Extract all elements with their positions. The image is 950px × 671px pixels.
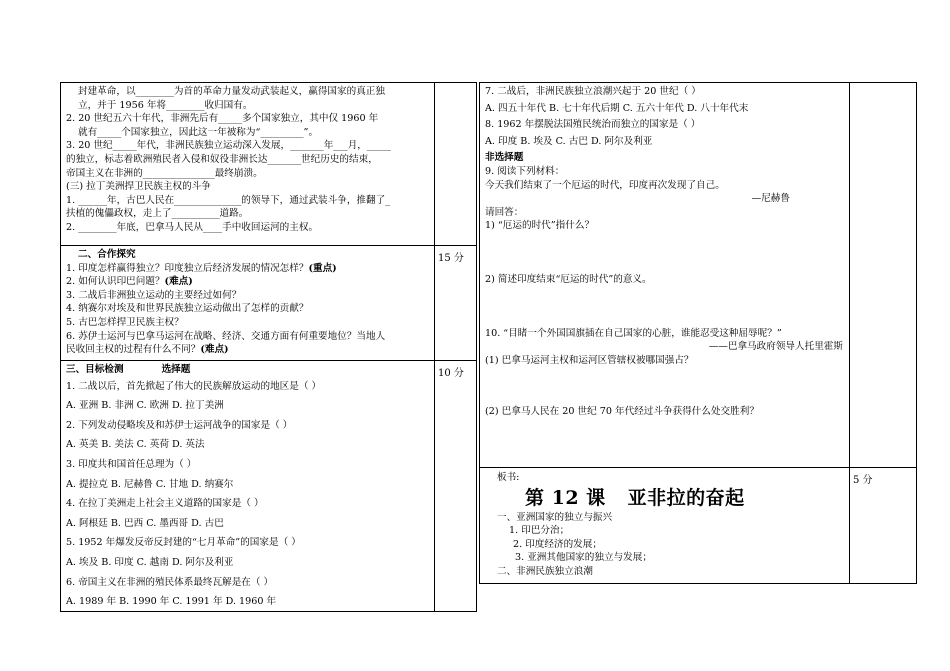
board-score: 5 分: [853, 475, 873, 486]
target-score-cell: [435, 361, 477, 612]
score-cell-empty: [435, 83, 477, 246]
coop-item: 6. 苏伊士运河与巴拿马运河在战略、经济、交通方面有何重要地位？当地人: [66, 330, 386, 342]
right-table: [479, 82, 917, 584]
option-line: A. 提拉克 B. 尼赫鲁 C. 甘地 D. 纳赛尔: [66, 478, 234, 490]
target-cell: [61, 361, 435, 612]
coop-item: 5. 古巴怎样捍卫民族主权？: [66, 316, 184, 328]
option-line: A. 四五十年代 B. 七十年代后期 C. 五六十年代 D. 八十年代末: [485, 102, 749, 114]
quote-author: ——巴拿马政府领导人托里霍斯: [708, 341, 843, 353]
question-line: 8. 1962 年摆脱法国殖民统治而独立的国家是（ ）: [485, 119, 701, 131]
coop-item: 4. 纳赛尔对埃及和世界民族独立运动做出了怎样的贡献？: [66, 303, 309, 315]
question-line: 1. 二战以后，首先掀起了伟大的民族解放运动的地区是（ ）: [66, 380, 322, 392]
option-line: A. 埃及 B. 印度 C. 越南 D. 阿尔及利亚: [66, 556, 234, 568]
text-line: 就有_____个国家独立，因此这一年被称为“_________”。: [78, 126, 319, 138]
left-table: [60, 82, 477, 612]
answer-space: [485, 287, 845, 327]
coop-item: 民收回主权的过程有什么不同？(难点): [66, 344, 229, 356]
option-line: A. 印度 B. 埃及 C. 古巴 D. 阿尔及利亚: [485, 135, 653, 147]
ask-line: 请回答：: [485, 206, 524, 218]
target-subtitle: 选择题: [161, 364, 191, 375]
section1-cell: [61, 83, 435, 246]
option-line: A. 英美 B. 美法 C. 英荷 D. 英法: [66, 439, 205, 451]
coop-item: 2. 如何认识印巴问题？(难点): [66, 276, 193, 288]
question-line: 5. 1952 年爆发反帝反封建的“七月革命”的国家是（ ）: [66, 537, 301, 549]
question-line: 9. 阅读下列材料：: [485, 165, 565, 177]
text-line: 立，并于 1956 年将________收归国有。: [78, 99, 253, 111]
question-line: 6. 帝国主义在非洲的殖民体系最终瓦解是在（ ）: [66, 576, 274, 588]
coop-score: 15 分: [438, 253, 464, 264]
section-heading: (三) 拉丁美洲捍卫民族主权的斗争: [66, 181, 211, 193]
sub-question: (1) 巴拿马运河主权和运河区管辖权被哪国强占？: [485, 354, 694, 366]
lesson-title: 亚非拉的奋起: [627, 486, 745, 509]
coop-item: 1. 印度怎样赢得独立？印度独立后经济发展的情况怎样？(重点): [66, 262, 337, 274]
option-line: A. 阿根廷 B. 巴西 C. 墨西哥 D. 古巴: [66, 517, 224, 529]
target-title: 三、目标检测: [66, 364, 124, 375]
nonchoice-title: 非选择题: [485, 152, 524, 164]
sub-question: 1) “厄运的时代”指什么？: [485, 220, 595, 232]
text-line: 的独立，标志着欧洲殖民者入侵和奴役非洲长达_______世纪历史的结束，: [66, 153, 378, 165]
quote-author: —尼赫鲁: [751, 193, 790, 205]
board-line: 1. 印巴分治；: [509, 525, 570, 537]
coop-item: 3. 二战后非洲独立运动的主要经过如何？: [66, 289, 242, 301]
question-line: 10. “目睹一个外国国旗插在自己国家的心脏，谁能忍受这种屈辱呢？”: [485, 327, 782, 339]
text-line: 2. ________年底，巴拿马人民从____手中收回运河的主权。: [66, 221, 319, 233]
sub-question: (2) 巴拿马人民在 20 世纪 70 年代经过斗争获得什么处交胜利？: [485, 406, 759, 418]
answer-space: [485, 367, 845, 405]
question-line: 7. 二战后，非洲民族独立浪潮兴起于 20 世纪（ ）: [485, 86, 701, 97]
text-line: 3. 20 世纪_____年代，非洲民族独立运动深入发展，_______年___月，_____: [66, 140, 391, 152]
text-line: 帝国主义在非洲的_______________最终崩溃。: [66, 167, 263, 179]
answer-space: [485, 233, 845, 273]
coop-score-cell: [435, 246, 477, 361]
board-line: 3. 亚洲其他国家的独立与发展；: [515, 552, 652, 564]
option-line: A. 亚洲 B. 非洲 C. 欧洲 D. 拉丁美洲: [66, 400, 224, 412]
questions-cell: [480, 83, 850, 468]
option-line: A. 1989 年 B. 1990 年 C. 1991 年 D. 1960 年: [66, 596, 277, 608]
coop-tag: (难点): [164, 276, 193, 288]
coop-cell: [61, 246, 435, 361]
text-line: 2. 20 世纪五六十年代，非洲先后有_____多个国家独立，其中仅 1960 年: [66, 113, 379, 125]
coop-tag: (难点): [200, 344, 229, 356]
coop-tag: (重点): [308, 262, 337, 274]
board-line: 2. 印度经济的发展；: [513, 538, 602, 550]
board-score-cell: [850, 468, 917, 584]
lesson-number: 第 12 课: [525, 486, 606, 509]
sub-question: 2) 简述印度结束“厄运的时代”的意义。: [485, 273, 652, 285]
score-cell-empty: [850, 83, 917, 468]
text-line: 封建革命，以________为首的革命力量发动武装起义，赢得国家的真正独: [78, 86, 385, 97]
board-line: 二、非洲民族独立浪潮: [497, 565, 593, 577]
board-cell: [480, 468, 850, 584]
question-line: 3. 印度共和国首任总理为（ ）: [66, 458, 197, 470]
target-score: 10 分: [438, 368, 464, 379]
question-line: 2. 下列发动侵略埃及和苏伊士运河战争的国家是（ ）: [66, 419, 293, 431]
text-line: 扶植的傀儡政权，走上了__________道路。: [66, 208, 249, 220]
board-label: 板书:: [497, 472, 520, 483]
coop-title: 二、合作探究: [78, 249, 136, 260]
board-line: 一、亚洲国家的独立与振兴: [497, 511, 613, 523]
quote-line: 今天我们结束了一个厄运的时代，印度再次发现了自己。: [485, 179, 725, 191]
text-line: 1. ______年，古巴人民在______________的领导下，通过武装斗争，推翻了_: [66, 194, 390, 206]
question-line: 4. 在拉丁美洲走上社会主义道路的国家是（ ）: [66, 498, 264, 510]
